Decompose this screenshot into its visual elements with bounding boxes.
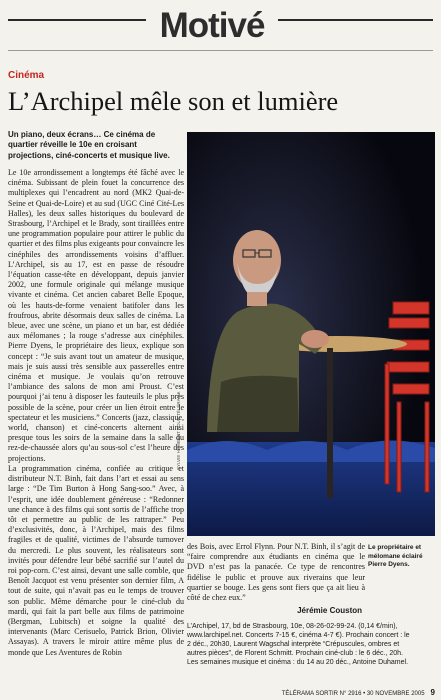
issue-line: TÉLÉRAMA SORTIR N° 2916 • 30 NOVEMBRE 2005: [281, 691, 425, 697]
body-paragraph: des Bois, avec Errol Flynn. Pour N.T. Binh, il s’agit de “faire comprendre aux étudiants en cinéma que le DVD n’est pas la panacée. Ce type de rencontres fidélise le public et prouve aux riverains que leur quartier se bouge. Les gens sont fiers que ça ait lieu à côté de chez eux.”: [187, 542, 365, 603]
article-lead: Un piano, deux écrans… Ce cinéma de quartier réveille le 10e en croisant projections, ciné-concerts et musique live.: [8, 130, 170, 160]
page-number: 9: [430, 688, 435, 697]
article-column-1: [8, 168, 184, 688]
article-photo: [187, 132, 435, 536]
photo-illustration: [187, 132, 435, 536]
practical-info: L’Archipel, 17, bd de Strasbourg, 10e, 08-26-02-99-24. (0,14 €/min), www.larchipel.net. Concerts 7-15 €, cinéma 4-7 €). Prochain concert : le 2 déc., 20h30, Laurent Wagschal interprète “Crépuscules, ombres et autres pièces”, de Florent Schmitt. Prochain ciné-club : le 6 déc., 20h. Les semaines musique et cinéma : du 14 au 20 déc., Antoine Duhamel.: [187, 623, 410, 666]
masthead: [0, 0, 441, 54]
photo-credit: SYLVIE HUMBERT POUR TÉLÉRAMA: [176, 391, 181, 470]
body-paragraph: La programmation cinéma, confiée au critique et distributeur N.T. Binh, fait dans l’art et essai au sens large : “De Tim Burton à Hong Sang-soo.” Avec, à l’esprit, une idée doublement généreuse : “Redonner une chance à des films qui sont sortis de l’affiche trop tôt et permettre au public de les rattraper.” Peu d’exclusivités, donc, à l’Archipel, mais des films fragiles et de qualité, victimes de l’absurde turnover du mercredi. Le plus souvent, les réalisateurs sont invités pour défendre leur bébé sacrifié sur l’autel du roi pop-corn. C’est ainsi, devant une salle comble, que Benoît Jacquot est venu présenter son dernier film, A tout de suite, qui n’avait pas eu le temps de trouver son public. Même démarche pour le ciné-club du mardi, qui fait la part belle aux films de patrimoine (Bergman, Lubitsch) et soigne la qualité des intervenants (Marc Cerisuelo, Patrick Brion, Olivier Assayas). A travers le miroir attire même plus de monde que Les Aventures de Robin: [8, 463, 184, 657]
rubric-label: Cinéma: [8, 70, 45, 81]
body-paragraph: Le 10e arrondissement a longtemps été fâché avec le cinéma. Subissant de plein fouet la concurrence des multiplexes qui l’encadrent au nord (MK2 Quai-de-Seine et Quai-de-Loire) et au sud (UGC Ciné Cité-Les Halles), les deux salles historiques du boulevard de Strasbourg, l’Archipel et le Brady, sont tiraillées entre une programmation populaire pour attirer le public du quartier et des films plus exigeants pour convaincre les cinéphiles des arrondissements voisins d’affluer. L’Archipel, sis au 17, est en passe de résoudre l’équation casse-tête en développant, depuis janvier 2002, une formule originale qui mélange musique vivante et cinéma. Cet ancien cabaret Belle Epoque, où les hauts-de-forme venaient batifoler dans les froufrous, abrite désormais deux salles de cinéma. La bleue, avec une scène, un piano et un bar, est dédiée aux mélomanes ; la rouge s’adresse aux cinéphiles. Pierre Dyens, le propriétaire des lieux, explique son concept : “Je suis avant tout un amateur de musique, mais je suis aussi très sensible aux passerelles entre cinéma et musique. Je voulais qu’on retrouve l’ambiance des salons de mon ami Proust. C’est pourquoi j’ai tenu à disposer les fauteuils le plus près possible de la scène, pour créer un lien étroit entre le spectateur et les musiciens.” Concerts (jazz, classique, world, chanson) et ciné-concerts alternent ainsi presque tous les soirs de la semaine dans la salle du rez-de-chaussée alors qu’au sous-sol c’est l’heure des projections.: [8, 168, 184, 463]
author-signature: Jérémie Couston: [297, 606, 362, 615]
section-title: Motivé: [159, 6, 265, 45]
page-footer: [8, 688, 435, 697]
masthead-rule-left: [8, 19, 146, 21]
photo-caption: Le propriétaire et mélomane éclairé Pierre Dyens.: [368, 544, 423, 568]
masthead-rule-right: [278, 19, 433, 21]
article-headline: L’Archipel mêle son et lumière: [8, 86, 339, 116]
masthead-divider: [8, 50, 433, 51]
